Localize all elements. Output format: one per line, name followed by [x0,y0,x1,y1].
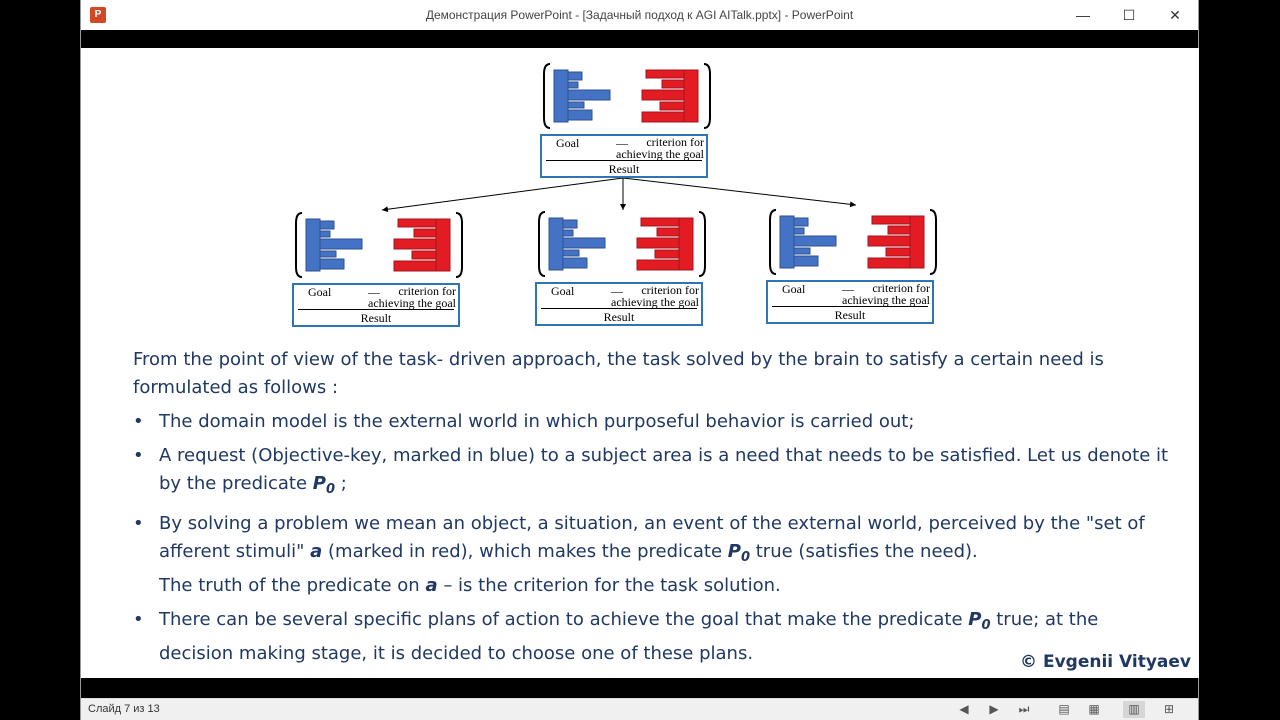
criterion-label [368,285,456,309]
bullet-2-text: A request (Objective-key, marked in blue) to a subject area is a need that needs to be satisfied. Let us denote it by the predicate [159,445,1169,494]
bullet-marker: • [133,609,144,630]
reading-view-icon[interactable]: ▥ [1123,701,1145,718]
predicate-sub: 0 [981,618,991,633]
diagram-node-right [768,208,938,322]
left-letterbox [0,0,80,720]
bottom-letterbox [81,678,1198,698]
node-label-box [535,282,703,326]
top-letterbox [81,30,1198,48]
node-label-box [766,280,934,324]
slide-body-text [133,346,1173,674]
criterion-label [616,136,704,160]
dash-label: — [616,136,628,150]
bullet-3-line2: The truth of the predicate on [159,575,426,596]
dash-label: — [611,284,623,298]
criterion-line-2: achieving the goal [842,293,930,307]
predicate-p: P [968,609,982,630]
fraction-line [298,309,454,310]
copyright-notice: © Evgenii Vityaev [1020,652,1191,672]
previous-slide-icon[interactable]: ◀ [959,702,969,716]
result-label: Result [360,311,392,325]
bullet-marker: • [133,513,144,534]
criterion-line-2: achieving the goal [368,296,456,310]
criterion-line-1: criterion for [872,281,930,295]
node-label-box [540,134,708,178]
bullet-marker: • [133,411,144,432]
criterion-line-2: achieving the goal [611,295,699,309]
key-lock-icon [294,211,464,279]
right-letterbox [1200,0,1280,720]
predicate-sub: 0 [325,482,336,497]
powerpoint-window [80,0,1199,720]
criterion-line-1: criterion for [641,283,699,297]
bullet-4-text: There can be several specific plans of action to achieve the goal that make the predicate [159,609,969,630]
bullet-3-mid: (marked in red), which makes the predicate [322,541,728,562]
key-lock-icon [768,208,938,276]
predicate-p: P [727,541,741,562]
predicate-sub: 0 [740,550,751,565]
dash-label: — [368,285,380,299]
result-label: Result [834,308,866,322]
next-slide-icon[interactable]: ⏭ [1018,702,1030,716]
title-bar [81,0,1198,30]
criterion-label [611,284,699,308]
predicate-p: P [312,473,326,494]
bullet-3-text: By solving a problem we mean an object, a situation, an event of the external world, perceived by the "set of afferent stimuli" [159,513,1145,562]
result-label: Result [603,310,635,324]
diagram-node-top [542,62,712,176]
arrow-right [623,178,856,205]
result-label: Result [608,162,640,176]
powerpoint-icon: P [90,7,106,23]
maximize-button[interactable]: ☐ [1122,7,1136,23]
bullet-item [133,442,1173,504]
bullet-4-end: true; at the decision making stage, it is decided to choose one of these plans. [159,609,1099,664]
bullet-marker: • [133,445,144,466]
key-lock-icon [542,62,712,130]
fraction-line [541,308,697,309]
criterion-line-2: achieving the goal [616,147,704,161]
status-bar [81,698,1198,720]
diagram-node-center [537,210,707,324]
bullet-3-end: true (satisfies the need). [750,541,978,562]
play-icon[interactable]: ▶ [989,702,999,716]
goal-label: Goal [308,285,332,299]
slide-sorter-icon[interactable]: ▦ [1088,702,1100,716]
slide-counter: Слайд 7 из 13 [88,703,160,715]
dash-label: — [842,282,854,296]
criterion-line-1: criterion for [646,135,704,149]
bullet-2-end: ; [335,473,347,494]
window-title: Демонстрация PowerPoint - [Задачный подход к AGI AITalk.pptx] - PowerPoint [425,8,854,22]
intro-paragraph: From the point of view of the task- driven approach, the task solved by the brain to satisfy a certain need is formulated as follows : [133,349,1104,398]
bullet-3-line2-end: – is the criterion for the task solution. [437,575,781,596]
criterion-line-1: criterion for [398,284,456,298]
bullet-item [133,510,1173,600]
goal-label: Goal [551,284,575,298]
bullet-1-text: The domain model is the external world in which purposeful behavior is carried out; [159,411,915,432]
key-lock-icon [537,210,707,278]
goal-label: Goal [556,136,580,150]
criterion-label [842,282,930,306]
close-button[interactable]: ✕ [1169,7,1181,23]
slideshow-view-icon[interactable]: ⊞ [1163,702,1175,716]
arrow-left [382,178,623,210]
minimize-button[interactable]: — [1076,7,1090,23]
variable-a: a [310,541,323,562]
bullet-item [133,606,1173,668]
fraction-line [772,306,928,307]
fraction-line [546,160,702,161]
node-label-box [292,283,460,327]
variable-a: a [425,575,438,596]
normal-view-icon[interactable]: ▤ [1058,702,1070,716]
bullet-item [133,408,1173,436]
slide-canvas[interactable] [82,48,1199,678]
goal-label: Goal [782,282,806,296]
diagram-node-left [294,211,464,325]
